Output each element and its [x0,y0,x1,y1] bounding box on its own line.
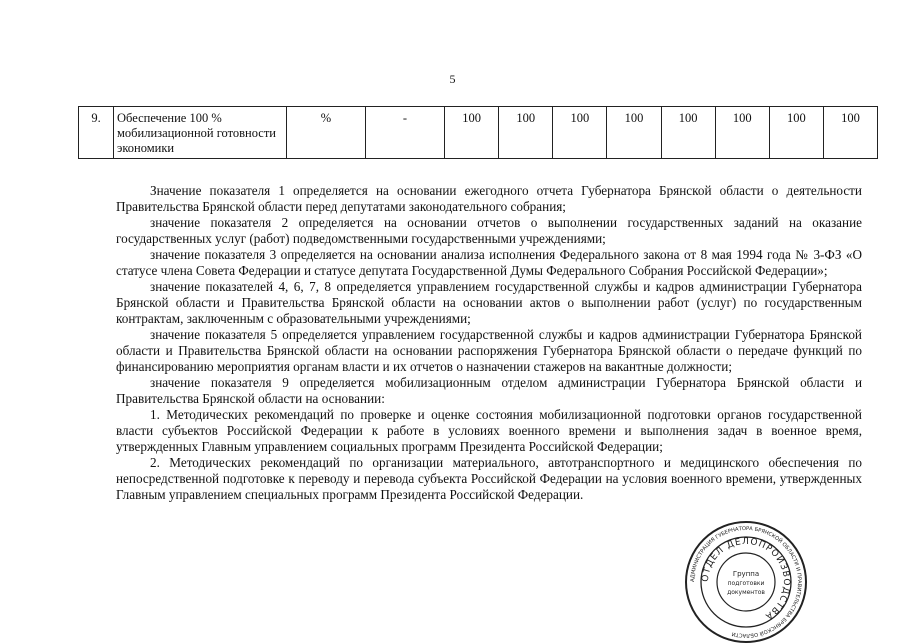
value-cell: 100 [553,107,607,159]
value-cell: 100 [445,107,499,159]
stamp-outer-text: АДМИНИСТРАЦИЯ ГУБЕРНАТОРА БРЯНСКОЙ ОБЛАСТИ И ПРАВИТЕЛЬСТВА БРЯНСКОЙ ОБЛАСТИ [689,525,803,639]
paragraph: 1. Методических рекомендаций по проверке и оценке состояния мобилизационной подготовки органов государственной власти субъектов Российской Федерации к работе в условиях военного времени и выполнения задач в военное время, утвержденных Главным управлением социальных программ Президента Российской Федерации; [116,407,862,454]
value-cell: 100 [499,107,553,159]
stamp-center-line: документов [727,589,765,596]
body-text [116,183,862,503]
paragraph: значение показателей 4, 6, 7, 8 определяется управлением государственной службы и кадров администрации Губернатора Брянской области и Правительства Брянской области на основании актов о выполнении работ (услуг) по государственным контрактам, заключенным с образовательными учреждениями; [116,279,862,326]
value-cell: 100 [715,107,769,159]
indicator-table [78,106,878,159]
indicator-name: Обеспечение 100 % мобилизационной готовности экономики [114,107,287,159]
stamp-center-line: Группа [732,570,760,578]
table-row [79,107,878,159]
value-cell: 100 [661,107,715,159]
stamp-center-line: подготовки [727,580,765,587]
base-value-cell: - [366,107,445,159]
official-stamp [684,520,808,644]
paragraph: значение показателя 5 определяется управлением государственной службы и кадров администрации Губернатора Брянской области и Правительства Брянской области на основании распоряжения Губернатора Брянской области о передаче функций по финансированию мероприятия органам власти и их отчетов о назначении стажеров на вакантные должности; [116,327,862,374]
paragraph: значение показателя 9 определяется мобилизационным отделом администрации Губернатора Брянской области и Правительства Брянской области на основании: [116,375,862,406]
paragraph: Значение показателя 1 определяется на основании ежегодного отчета Губернатора Брянской области о деятельности Правительства Брянской области перед депутатами законодательного собрания; [116,183,862,214]
value-cell: 100 [769,107,823,159]
row-number: 9. [79,107,114,159]
page-number: 5 [449,72,456,86]
paragraph: 2. Методических рекомендаций по организации материального, автотранспортного и медицинского обеспечения по непосредственной подготовке к переводу и перевода субъекта Российской Федерации на условия военного времени, утвержденных Главным управлением специальных программ Президента Российской Федерации. [116,455,862,502]
value-cell: 100 [607,107,661,159]
unit-cell: % [287,107,366,159]
stamp-inner-text: ОТДЕЛ ДЕЛОПРОИЗВОДСТВА [700,536,792,622]
paragraph: значение показателя 2 определяется на основании отчетов о выполнении государственных заданий на оказание государственных услуг (работ) подведомственными государственными учреждениями; [116,215,862,246]
paragraph: значение показателя 3 определяется на основании анализа исполнения Федерального закона от 8 мая 1994 года № 3-ФЗ «О статусе члена Совета Федерации и статусе депутата Государственной Думы Федерального Собрания Российской Федерации»; [116,247,862,278]
value-cell: 100 [823,107,877,159]
